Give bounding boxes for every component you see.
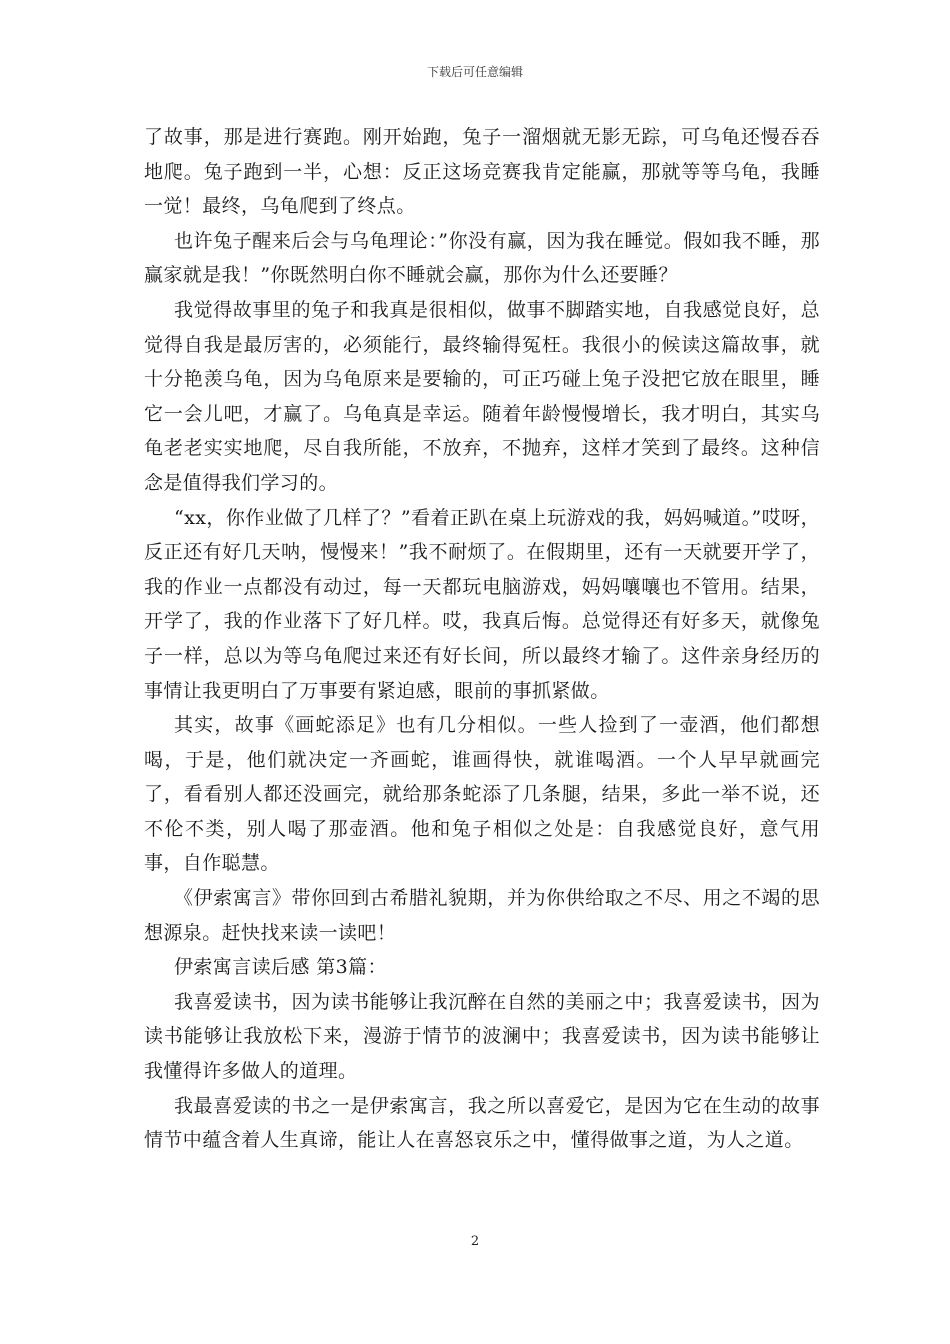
paragraph-3: 我觉得故事里的兔子和我真是很相似，做事不脚踏实地，自我感觉良好，总觉得自我是最厉害的，必须能行，最终输得冤枉。我很小的候读这篇故事，就十分艳羡乌龟，因为乌龟原来是要输的，可正巧碰上兔子没把它放在眼里，睡它一会儿吧，才赢了。乌龟真是幸运。随着年龄慢慢增长，我才明白，其实乌龟老老实实地爬，尽自我所能，不放弃，不抛弃，这样才笑到了最终。这种信念是值得我们学习的。 bbox=[144, 298, 820, 494]
page-header-note: 下载后可任意编辑 bbox=[426, 65, 523, 79]
paragraph-6: 《伊索寓言》带你回到古希腊礼貌期，并为你供给取之不尽、用之不竭的思想源泉。赶快找来读一读吧！ bbox=[144, 887, 820, 944]
paragraph-5: 其实，故事《画蛇添足》也有几分相似。一些人捡到了一壶酒，他们都想喝，于是，他们就决定一齐画蛇，谁画得快，就谁喝酒。一个人早早就画完了，看看别人都还没画完，就给那条蛇添了几条腿，结果，多此一举不说，还不伦不类，别人喝了那壶酒。他和兔子相似之处是：自我感觉良好，意气用事，自作聪慧。 bbox=[144, 714, 820, 875]
paragraph-2: 也许兔子醒来后会与乌龟理论：”你没有赢，因为我在睡觉。假如我不睡，那赢家就是我！”你既然明白你不睡就会赢，那你为什么还要睡？ bbox=[144, 229, 820, 287]
document-body bbox=[144, 120, 820, 1158]
page-number: 2 bbox=[470, 1234, 480, 1249]
section-heading: 伊索寓言读后感 第3篇： bbox=[174, 956, 387, 979]
paragraph-4: “xx，你作业做了几样了？”看着正趴在桌上玩游戏的我，妈妈喊道。”哎呀，反正还有好几天呐，慢慢来！”我不耐烦了。在假期里，还有一天就要开学了，我的作业一点都没有动过，每一天都玩电脑游戏，妈妈嚷嚷也不管用。结果，开学了，我的作业落下了好几样。哎，我真后悔。总觉得还有好多天，就像兔子一样，总以为等乌龟爬过来还有好长间，所以最终才输了。这件亲身经历的事情让我更明白了万事要有紧迫感，眼前的事抓紧做。 bbox=[144, 506, 820, 702]
paragraph-7: 我喜爱读书，因为读书能够让我沉醉在自然的美丽之中；我喜爱读书，因为读书能够让我放松下来，漫游于情节的波澜中；我喜爱读书，因为读书能够让我懂得许多做人的道理。 bbox=[144, 990, 820, 1083]
paragraph-8: 我最喜爱读的书之一是伊索寓言，我之所以喜爱它，是因为它在生动的故事情节中蕴含着人生真谛，能让人在喜怒哀乐之中，懂得做事之道，为人之道。 bbox=[144, 1094, 820, 1152]
paragraph-1: 了故事，那是进行赛跑。刚开始跑，兔子一溜烟就无影无踪，可乌龟还慢吞吞地爬。兔子跑到一半，心想：反正这场竞赛我肯定能赢，那就等等乌龟，我睡一觉！最终，乌龟爬到了终点。 bbox=[144, 126, 820, 218]
